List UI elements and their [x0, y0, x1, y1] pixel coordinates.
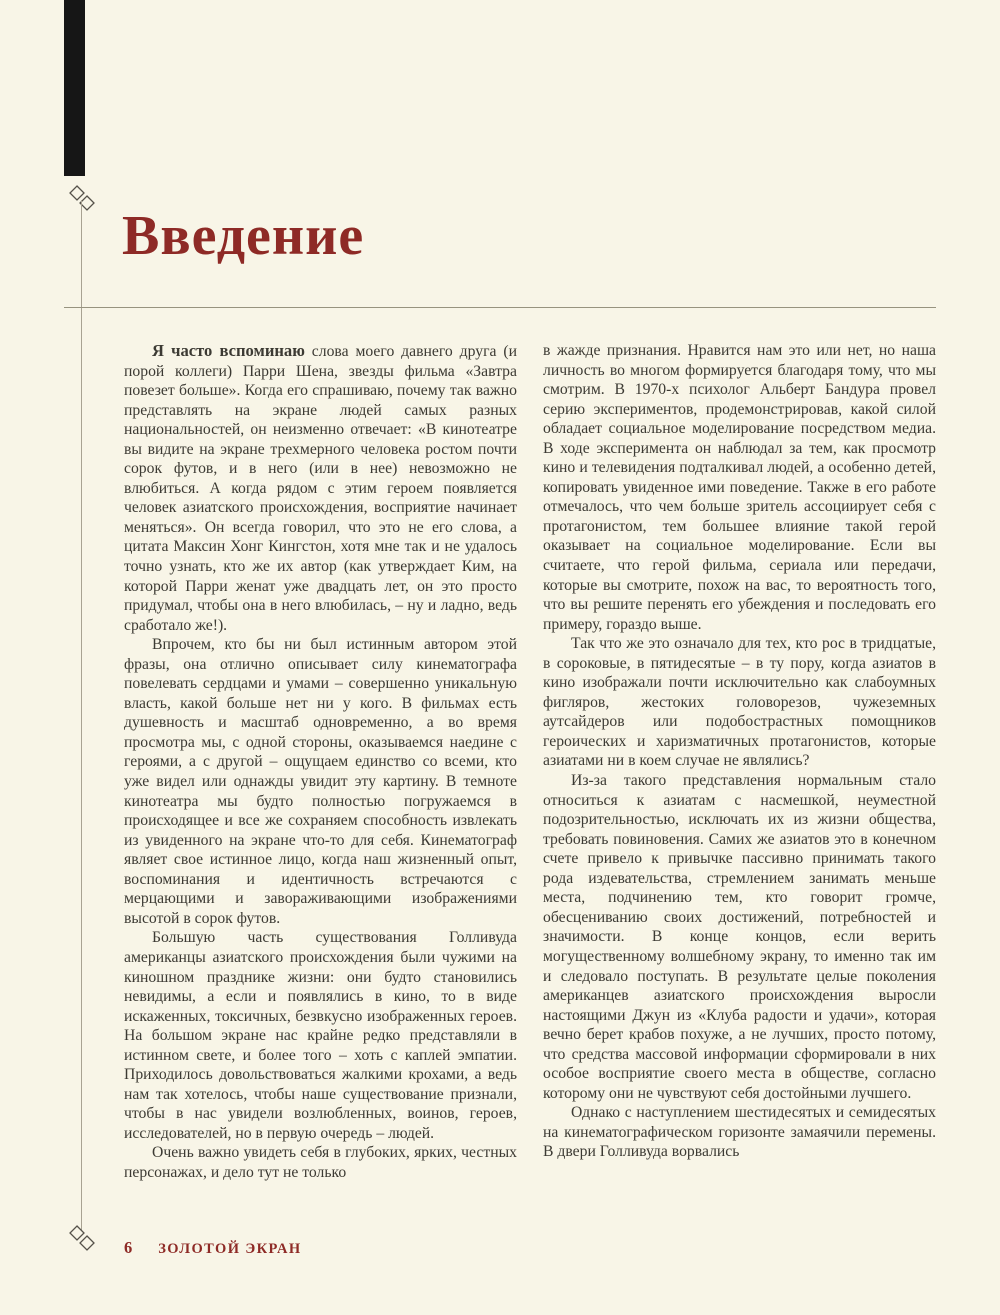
page-footer [124, 1238, 302, 1258]
diamond-ornament-icon [66, 182, 98, 214]
paragraph-text: слова моего давнего друга (и порой коллеги) Парри Шена, звезды фильма «Завтра повезет больше». Когда его спрашиваю, почему так важно представлять на экране людей самых разных национальностей, он неизменно отвечает: «В кинотеатре вы видите на экране трехмерного человека ростом почти сорок футов, и в него (или в нее) невозможно не влюбиться. А когда рядом с этим героем появляется человек азиатского происхождения, восприятие начинает меняться». Он всегда говорил, что это не его слова, а цитата Максин Хонг Кингстон, хотя мне так и не удалось точно узнать, кто же их автор (как утверждает Ким, на которой Парри женат уже двадцать лет, он это просто придумал, чтобы она в него влюбилась, – ну и ладно, ведь сработало же!). [124, 343, 517, 634]
paragraph: Так что же это означало для тех, кто рос в тридцатые, в сороковые, в пятидесятые – в ту пору, когда азиатов в кино изображали почти исключительно как слабоумных фигляров, жестоких головорезов, чужеземных аутсайдеров или подобострастных помощников героических и харизматичных протагонистов, которые азиатами ни в коем случае не являлись? [543, 635, 936, 770]
lead-phrase: Я часто вспоминаю [152, 341, 305, 360]
title-divider [64, 307, 936, 308]
diamond-ornament-icon [66, 1222, 98, 1254]
paragraph: Очень важно увидеть себя в глубоких, ярких, честных персонажах, и дело тут не только [124, 1144, 517, 1181]
paragraph: Однако с наступлением шестидесятых и семидесятых на кинематографическом горизонте замаячили перемены. В двери Голливуда ворвались [543, 1104, 936, 1161]
text-column-left [124, 341, 517, 1183]
text-column-right [543, 341, 936, 1183]
running-title: ЗОЛОТОЙ ЭКРАН [158, 1241, 302, 1257]
paragraph: Из-за такого представления нормальным стало относиться к азиатам с насмешкой, неуместной подозрительностью, исключать их из жизни общества, требовать повиновения. Самих же азиатов это в конечном счете привело к привычке пассивно принимать такого рода издевательства, стремлением занимать меньше места, подчинению тем, кто говорит громче, обесцениванию своих достижений, потребностей и значимости. В конце концов, если верить могущественному волшебному экрану, то именно так им и следовало поступать. В результате целые поколения американцев азиатского происхождения выросли настоящими Джун из «Клуба радости и удачи», которая вечно берет крабов похуже, а не лучших, просто потому, что средства массовой информации сформировали в них особое восприятие своего места в обществе, согласно которому они не чувствуют себя достойными лучшего. [543, 772, 936, 1102]
paragraph: Большую часть существования Голливуда американцы азиатского происхождения были чужими на киношном празднике жизни: они будто становились невидимы, а если и появлялись в кино, то в виде искаженных, токсичных, безвкусно изображенных героев. На большом экране нас крайне редко представляли в истинном свете, и более того – хоть с каплей эмпатии. Приходилось довольствоваться жалкими крохами, а ведь нам так хотелось, чтобы наше существование признали, чтобы в нас увидели возлюбленных, воинов, героев, исследователей, но в первую очередь – людей. [124, 929, 517, 1142]
paragraph: Впрочем, кто бы ни был истинным автором этой фразы, она отлично описывает силу кинематографа повелевать сердцами и умами – совершенно уникальную власть, какой больше нет ни у кого. В фильмах есть душевность и масштаб одновременно, а во время просмотра мы, с одной стороны, оказываемся наедине с героями, а с другой – ощущаем единство со всеми, кто уже видел или однажды увидит эту картину. В темноте кинотеатра мы будто полностью погружаемся в происходящее и все же сохраняем способность извлекать из увиденного на экране что-то для себя. Кинематограф являет свое истинное лицо, когда наш жизненный опыт, воспоминания и идентичность встречаются с мерцающими и завораживающими изображениями высотой в сорок футов. [124, 636, 517, 927]
chapter-title: Введение [122, 205, 365, 267]
margin-rule [81, 200, 82, 1230]
spine-mark [64, 0, 85, 176]
paragraph [124, 341, 517, 635]
text-columns [124, 341, 936, 1183]
paragraph-continuation: в жажде признания. Нравится нам это или нет, но наша личность во многом формируется благодаря тому, что мы смотрим. В 1970-х психолог Альберт Бандура провел серию экспериментов, продемонстрировав, какой силой обладает социальное моделирование посредством медиа. В ходе эксперимента он наблюдал за тем, как просмотр кино и телевидения подталкивал людей, а особенно детей, копировать увиденное ими поведение. Также в его работе отмечалось, что чем больше зритель ассоциирует себя с протагонистом, тем большее влияние такой герой оказывает на социальное моделирование. Если вы считаете, что герой фильма, сериала или передачи, которые вы смотрите, похож на вас, то вероятность того, что вы решите перенять его убеждения и последовать его примеру, гораздо выше. [543, 342, 936, 633]
page-number: 6 [124, 1238, 133, 1257]
